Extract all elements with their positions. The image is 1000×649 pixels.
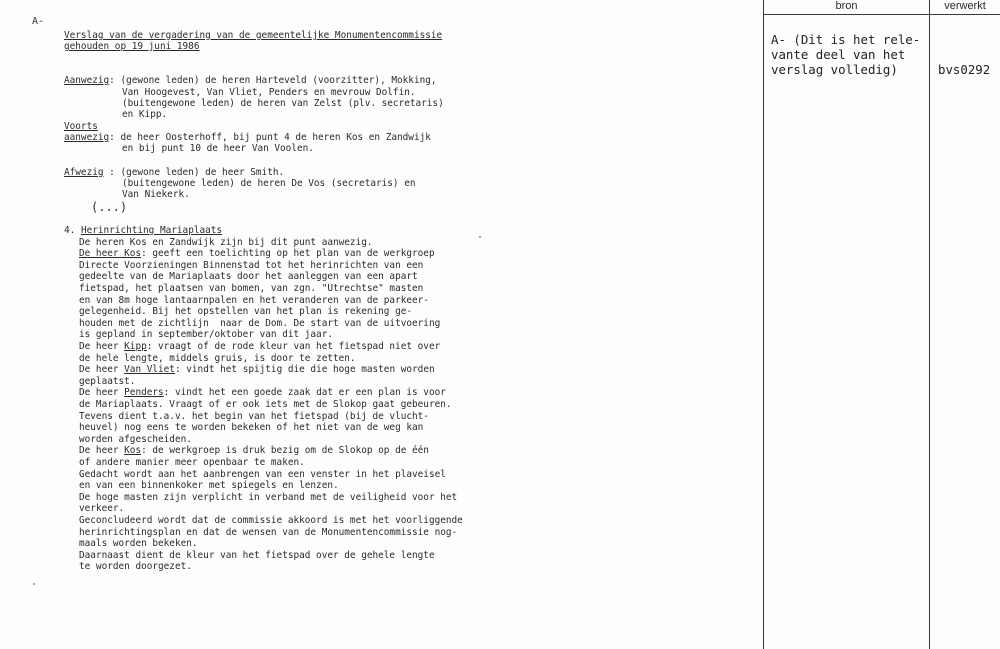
minutes-text: of andere manier meer openbaar te maken. bbox=[79, 456, 305, 468]
speaker-name: Kos bbox=[124, 445, 142, 457]
minutes-text: Geconcludeerd wordt dat de commissie akkoord is met het voorliggende bbox=[79, 514, 463, 526]
agenda-item-title: Herinrichting Mariaplaats bbox=[80, 225, 223, 236]
table-header-divider bbox=[763, 14, 1000, 15]
minutes-line bbox=[79, 387, 446, 399]
minutes-line bbox=[79, 329, 333, 341]
document-title-line-1: Verslag van de vergadering van de gemeentelijke Monumentencommissie bbox=[64, 30, 443, 41]
minutes-text: De heer bbox=[79, 445, 125, 457]
minutes-line bbox=[79, 445, 429, 457]
voorts-label-2: aanwezig bbox=[64, 132, 110, 143]
minutes-text: Directe Voorzieningen Binnenstad tot het herinrichten van een bbox=[79, 259, 424, 271]
minutes-line bbox=[79, 469, 446, 481]
column-header-bron: bron bbox=[835, 0, 858, 12]
afwezig-row bbox=[64, 167, 284, 179]
voorts-label-1: Voorts bbox=[64, 121, 98, 132]
minutes-line bbox=[79, 237, 373, 249]
aanwezig-text-3: (buitengewone leden) de heren van Zelst (plv. secretaris) bbox=[122, 98, 444, 109]
minutes-text: De heren Kos en Zandwijk zijn bij dit punt aanwezig. bbox=[79, 236, 373, 248]
minutes-text: de hele lengte, middels gruis, is door te zetten. bbox=[79, 352, 356, 364]
minutes-text: De hoge masten zijn verplicht in verband met de veiligheid voor het bbox=[79, 491, 458, 503]
minutes-text: geplaatst. bbox=[79, 375, 136, 387]
minutes-text: en van 8m hoge lantaarnpalen en het veranderen van de parkeer- bbox=[79, 294, 429, 306]
afwezig-label: Afwezig bbox=[64, 167, 104, 178]
speaker-name: De heer Kos bbox=[79, 248, 142, 260]
minutes-line bbox=[79, 561, 192, 573]
minutes-text: heuvel) nog eens te worden bekeken of het niet van de weg kan bbox=[79, 422, 424, 434]
minutes-text: : geeft een toelichting op het plan van de werkgroep bbox=[141, 248, 435, 260]
minutes-line bbox=[79, 353, 356, 365]
table-column-divider-left bbox=[763, 0, 764, 649]
minutes-line bbox=[79, 271, 418, 283]
minutes-text: is gepland in september/oktober van dit jaar. bbox=[79, 329, 333, 341]
minutes-line bbox=[79, 434, 192, 446]
voorts-text-1: : de heer Oosterhoff, bij punt 4 de heren Kos en Zandwijk bbox=[109, 132, 431, 143]
minutes-line bbox=[79, 318, 440, 330]
minutes-text: : vindt het spijtig die die hoge masten worden bbox=[174, 364, 435, 376]
minutes-line bbox=[79, 422, 423, 434]
scan-speck bbox=[33, 583, 35, 585]
minutes-text: en van een binnenkoker met spiegels en lenzen. bbox=[79, 480, 339, 492]
minutes-text: De heer bbox=[79, 340, 125, 352]
minutes-text: Daarnaast dient de kleur van het fietspad over de gehele lengte bbox=[79, 549, 435, 561]
aanwezig-text-2: Van Hoogevest, Van Vliet, Penders en mevrouw Dolfin. bbox=[122, 87, 416, 98]
minutes-text: : vraagt of de rode kleur van het fietspad niet over bbox=[146, 340, 441, 352]
aanwezig-text-1: : (gewone leden) de heren Harteveld (voorzitter), Mokking, bbox=[109, 75, 437, 86]
voorts-row bbox=[64, 132, 431, 144]
minutes-line bbox=[79, 283, 423, 295]
aanwezig-row bbox=[64, 75, 437, 87]
minutes-text: maals worden bekeken. bbox=[79, 538, 198, 550]
minutes-line bbox=[79, 538, 198, 550]
minutes-line bbox=[79, 341, 440, 353]
page-marker: A- bbox=[32, 16, 45, 27]
minutes-text: De heer bbox=[79, 364, 125, 376]
minutes-text: houden met de zichtlijn naar de Dom. De start van de uitvoering bbox=[79, 317, 441, 329]
speaker-name: Penders bbox=[124, 387, 164, 399]
minutes-text: : de werkgroep is druk bezig om de Slokop op de één bbox=[141, 445, 429, 457]
scan-speck bbox=[479, 236, 481, 238]
afwezig-text-3: Van Niekerk. bbox=[122, 189, 190, 200]
speaker-name: Kipp bbox=[124, 340, 147, 352]
minutes-line bbox=[79, 480, 339, 492]
minutes-line bbox=[79, 527, 457, 539]
afwezig-text-1: : (gewone leden) de heer Smith. bbox=[103, 167, 285, 178]
minutes-text: verkeer. bbox=[79, 503, 125, 515]
minutes-line bbox=[79, 399, 452, 411]
verwerkt-code: bvs0292 bbox=[938, 62, 991, 77]
minutes-text: Gedacht wordt aan het aanbrengen van een venster in het plaveisel bbox=[79, 468, 446, 480]
column-header-verwerkt: verwerkt bbox=[944, 0, 986, 12]
aanwezig-label: Aanwezig bbox=[64, 75, 110, 86]
minutes-text: worden afgescheiden. bbox=[79, 433, 192, 445]
minutes-text: De heer bbox=[79, 387, 125, 399]
aanwezig-text-4: en Kipp. bbox=[122, 109, 168, 120]
minutes-line bbox=[79, 515, 463, 527]
omission-ellipsis: (...) bbox=[91, 200, 128, 214]
voorts-text-2: en bij punt 10 de heer Van Voolen. bbox=[122, 143, 314, 154]
minutes-line bbox=[79, 411, 429, 423]
agenda-item-number: 4. bbox=[64, 225, 76, 236]
afwezig-text-2: (buitengewone leden) de heren De Vos (secretaris) en bbox=[122, 178, 416, 189]
minutes-text: herinrichtingsplan en dat de wensen van de Monumentencommissie nog- bbox=[79, 526, 458, 538]
document-title-line-2: gehouden op 19 juni 1986 bbox=[64, 41, 200, 52]
table-column-divider-right bbox=[929, 0, 930, 649]
bron-note: A- (Dit is het rele- vante deel van het verslag volledig) bbox=[771, 32, 921, 77]
minutes-line bbox=[79, 503, 124, 515]
minutes-line bbox=[79, 295, 429, 307]
minutes-line bbox=[79, 457, 305, 469]
minutes-line bbox=[79, 260, 423, 272]
minutes-line bbox=[79, 550, 435, 562]
minutes-text: de Mariaplaats. Vraagt of er ook iets met de Slokop gaat gebeuren. bbox=[79, 398, 452, 410]
minutes-text: fietspad, het plaatsen van bomen, van zgn. "Utrechtse" masten bbox=[79, 282, 424, 294]
speaker-name: Van Vliet bbox=[124, 364, 175, 376]
agenda-item-heading bbox=[64, 225, 222, 237]
minutes-line bbox=[79, 364, 435, 376]
minutes-text: te worden doorgezet. bbox=[79, 561, 192, 573]
minutes-line bbox=[79, 248, 435, 260]
minutes-text: : vindt het een goede zaak dat er een plan is voor bbox=[163, 387, 446, 399]
minutes-text: gedeelte van de Mariaplaats door het aanleggen van een apart bbox=[79, 271, 418, 283]
minutes-line bbox=[79, 376, 135, 388]
minutes-line bbox=[79, 306, 412, 318]
minutes-text: gelegenheid. Bij het opstellen van het plan is rekening ge- bbox=[79, 306, 413, 318]
minutes-text: Tevens dient t.a.v. het begin van het fietspad (bij de vlucht- bbox=[79, 410, 429, 422]
minutes-line bbox=[79, 492, 457, 504]
